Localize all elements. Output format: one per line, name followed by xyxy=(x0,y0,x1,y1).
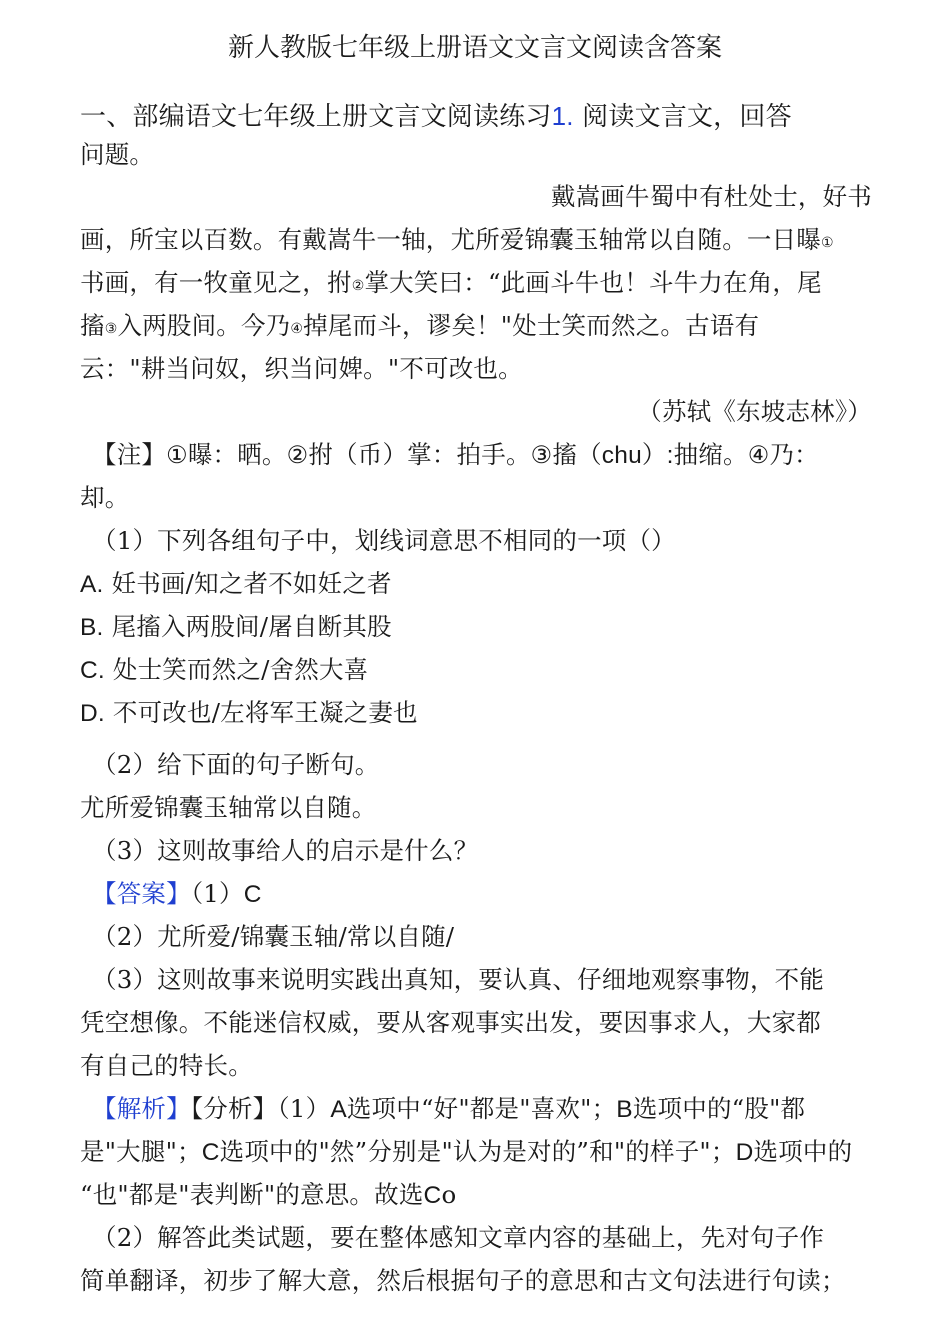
passage-line-3 xyxy=(80,268,872,302)
passage-text: 掉尾而斗，谬矣！"处士笑而然之。古语有 xyxy=(303,311,760,340)
passage-line-2 xyxy=(80,225,872,259)
analysis-text: 【分析】（1） xyxy=(190,1094,331,1123)
answer-line-4: 凭空想像。不能迷信权威，要从客观事实出发，要因事求人，大家都 xyxy=(80,1008,821,1037)
analysis-label: 【解析】 xyxy=(92,1094,191,1123)
analysis-text: 是"大腿"； xyxy=(80,1137,202,1166)
analysis-text: 选项中的"然”分别是"认为是对的”和"的样子"； xyxy=(219,1137,736,1166)
answer-line-1 xyxy=(92,879,872,910)
q1-option-a xyxy=(80,569,872,600)
analysis-text: 选项中“好"都是"喜欢"； xyxy=(346,1094,617,1123)
analysis-line-2 xyxy=(80,1137,872,1168)
passage-text: 书画，有一牧童见之，拊 xyxy=(80,268,352,297)
option-letter: D. xyxy=(80,700,105,727)
passage-line-5: 云："耕当问奴，织当问婢。"不可改也。 xyxy=(80,354,523,383)
analysis-option: B xyxy=(616,1096,633,1123)
document-title: 新人教版七年级上册语文文言文阅读含答案 xyxy=(227,33,722,63)
intro-text: 阅读文言文，回答 xyxy=(582,102,792,132)
analysis-line-4: （2）解答此类试题，要在整体感知文章内容的基础上，先对句子作 xyxy=(92,1223,825,1252)
passage-line-4 xyxy=(80,311,872,345)
answer-choice: C xyxy=(243,881,262,908)
answer-line-3: （3）这则故事来说明实践出真知，要认真、仔细地观察事物，不能 xyxy=(92,965,825,994)
section-heading: 一、部编语文七年级上册文言文阅读练习 xyxy=(80,102,552,132)
option-text: 不可改也/左将军王凝之妻也 xyxy=(112,698,418,727)
analysis-line-3 xyxy=(80,1180,872,1211)
passage-text: 画，所宝以百数。有戴嵩牛一轴，尤所爱锦囊玉轴常以自随。一日曝 xyxy=(80,225,821,254)
note-marker-4: ④ xyxy=(290,321,304,337)
analysis-option: D xyxy=(735,1139,754,1166)
option-letter: C. xyxy=(80,657,105,684)
option-text: 处士笑而然之/舍然大喜 xyxy=(112,655,369,684)
note-text: 拊（币）掌：拍手。 xyxy=(308,440,531,469)
analysis-text: o xyxy=(441,1180,457,1209)
note-circle-3: ③ xyxy=(530,441,553,469)
analysis-option: A xyxy=(330,1096,347,1123)
passage-text: 掌大笑曰：“此画斗牛也！斗牛力在角，尾 xyxy=(364,268,822,297)
note-text: 乃： xyxy=(769,440,819,469)
answer-line-2: （2）尤所爱/锦囊玉轴/常以自随/ xyxy=(92,922,455,951)
analysis-option: C xyxy=(423,1182,442,1209)
q1-option-d xyxy=(80,698,872,729)
analysis-line-5: 简单翻译，初步了解大意，然后根据句子的意思和古文句法进行句读； xyxy=(80,1266,846,1295)
analysis-option: C xyxy=(201,1139,220,1166)
section-heading-line xyxy=(80,101,872,132)
answer-line-5: 有自己的特长。 xyxy=(80,1051,253,1080)
analysis-text: 选项中的 xyxy=(753,1137,853,1166)
passage-text: 搐 xyxy=(80,311,105,340)
q2-stem: （2）给下面的句子断句。 xyxy=(92,750,380,779)
note-marker-3: ③ xyxy=(104,321,118,337)
note-text: 曝：晒。 xyxy=(187,440,287,469)
option-text: 尾搐入两股间/屠自断其股 xyxy=(111,612,392,641)
note-pinyin: chu xyxy=(601,442,642,469)
analysis-text: “也"都是"表判断"的意思。故选 xyxy=(80,1180,424,1209)
option-text: 妊书画/知之者不如妊之者 xyxy=(111,569,392,598)
note-text: ） xyxy=(641,440,667,469)
notes-label: 【注】 xyxy=(92,440,167,469)
note-circle-1: ① xyxy=(166,441,188,469)
note-circle-2: ② xyxy=(286,441,309,469)
q1-stem: （1）下列各组句子中，划线词意思不相同的一项（） xyxy=(92,526,676,555)
note-marker-1: ① xyxy=(821,235,834,251)
passage-text: 入两股间。今乃 xyxy=(117,311,291,340)
passage-line-1: 戴嵩画牛蜀中有杜处士，好书 xyxy=(550,182,872,211)
analysis-text: 选项中的“股"都 xyxy=(632,1094,806,1123)
q1-option-b xyxy=(80,612,872,643)
option-letter: B. xyxy=(80,614,104,641)
analysis-line-1 xyxy=(92,1094,872,1125)
answer-label: 【答案】 xyxy=(92,879,191,908)
q2-sentence: 尤所爱锦囊玉轴常以自随。 xyxy=(80,793,377,822)
option-letter: A. xyxy=(80,571,104,598)
notes-line-1 xyxy=(92,440,872,471)
question-number: 1. xyxy=(551,101,574,131)
q1-option-c xyxy=(80,655,872,686)
intro-text-cont: 问题。 xyxy=(80,140,155,169)
note-text: 搐（ xyxy=(552,440,602,469)
note-circle-4: ④ xyxy=(747,441,770,469)
note-text: : xyxy=(666,442,674,469)
note-text: 抽缩。 xyxy=(673,440,748,469)
passage-source: （苏轼《东坡志林》） xyxy=(637,397,872,426)
answer-text: （1） xyxy=(190,879,244,908)
note-marker-2: ② xyxy=(351,278,365,294)
notes-line-2: 却。 xyxy=(80,483,130,512)
q3-stem: （3）这则故事给人的启示是什么？ xyxy=(92,836,479,865)
